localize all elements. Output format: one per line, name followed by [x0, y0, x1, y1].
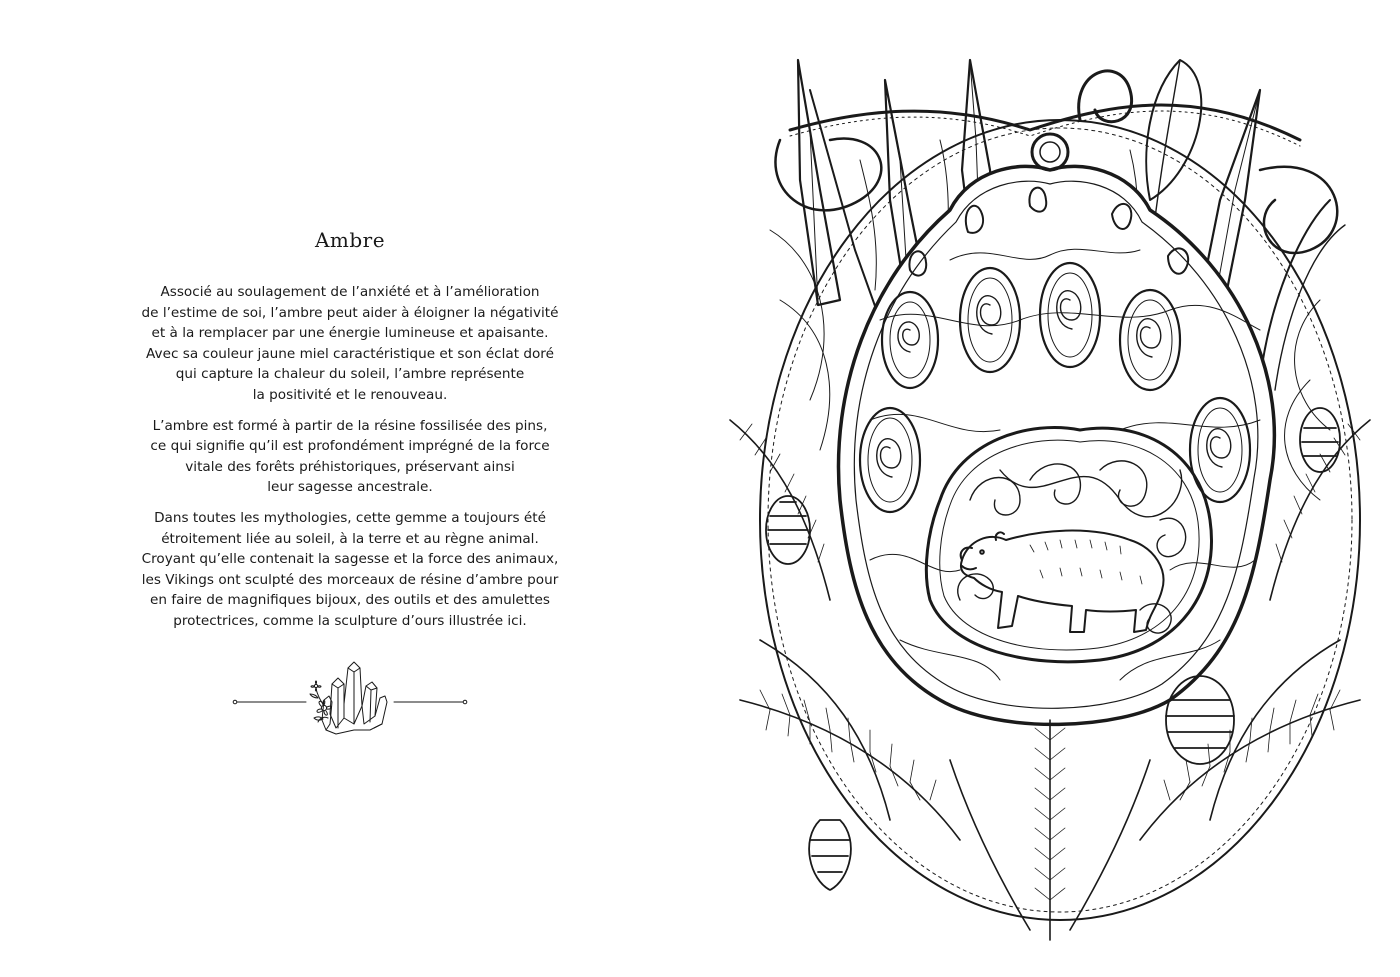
text-line: les Vikings ont sculpté des morceaux de résine d’ambre pour	[141, 571, 559, 588]
text-line: ce qui signifie qu’il est profondément imprégné de la force	[150, 438, 550, 455]
text-line: Avec sa couleur jaune miel caractéristique et son éclat doré	[146, 345, 554, 362]
text-line: Croyant qu’elle contenait la sagesse et la force des animaux,	[141, 551, 559, 568]
text-line: de l’estime de soi, l’ambre peut aider à éloigner la négativité	[141, 304, 559, 321]
text-line: leur sagesse ancestrale.	[267, 479, 433, 496]
text-line: L’ambre est formé à partir de la résine fossilisée des pins,	[152, 417, 548, 434]
right-page	[700, 0, 1400, 977]
text-line: la positivité et le renouveau.	[252, 386, 448, 403]
text-line: Dans toutes les mythologies, cette gemme a toujours été	[154, 509, 546, 526]
body-text	[80, 282, 620, 642]
text-line: Associé au soulagement de l’anxiété et à l’amélioration	[160, 284, 540, 300]
crystal-cluster-with-flower-icon	[230, 658, 470, 742]
text-line: qui capture la chaleur du soleil, l’ambre représente	[175, 366, 525, 383]
text-line: protectrices, comme la sculpture d’ours illustrée ici.	[173, 612, 527, 629]
paragraph-2	[80, 416, 620, 498]
text-line: et à la remplacer par une énergie lumineuse et apaisante.	[151, 325, 549, 342]
text-line: étroitement liée au soleil, à la terre et au règne animal.	[161, 530, 539, 547]
page-title: Ambre	[314, 228, 386, 252]
paragraph-3	[80, 508, 620, 632]
paragraph-1	[80, 282, 620, 406]
text-line: en faire de magnifiques bijoux, des outils et des amulettes	[150, 592, 550, 609]
amber-bear-paw-amulet-illustration	[700, 0, 1400, 977]
text-line: vitale des forêts préhistoriques, préservant ainsi	[185, 458, 515, 475]
